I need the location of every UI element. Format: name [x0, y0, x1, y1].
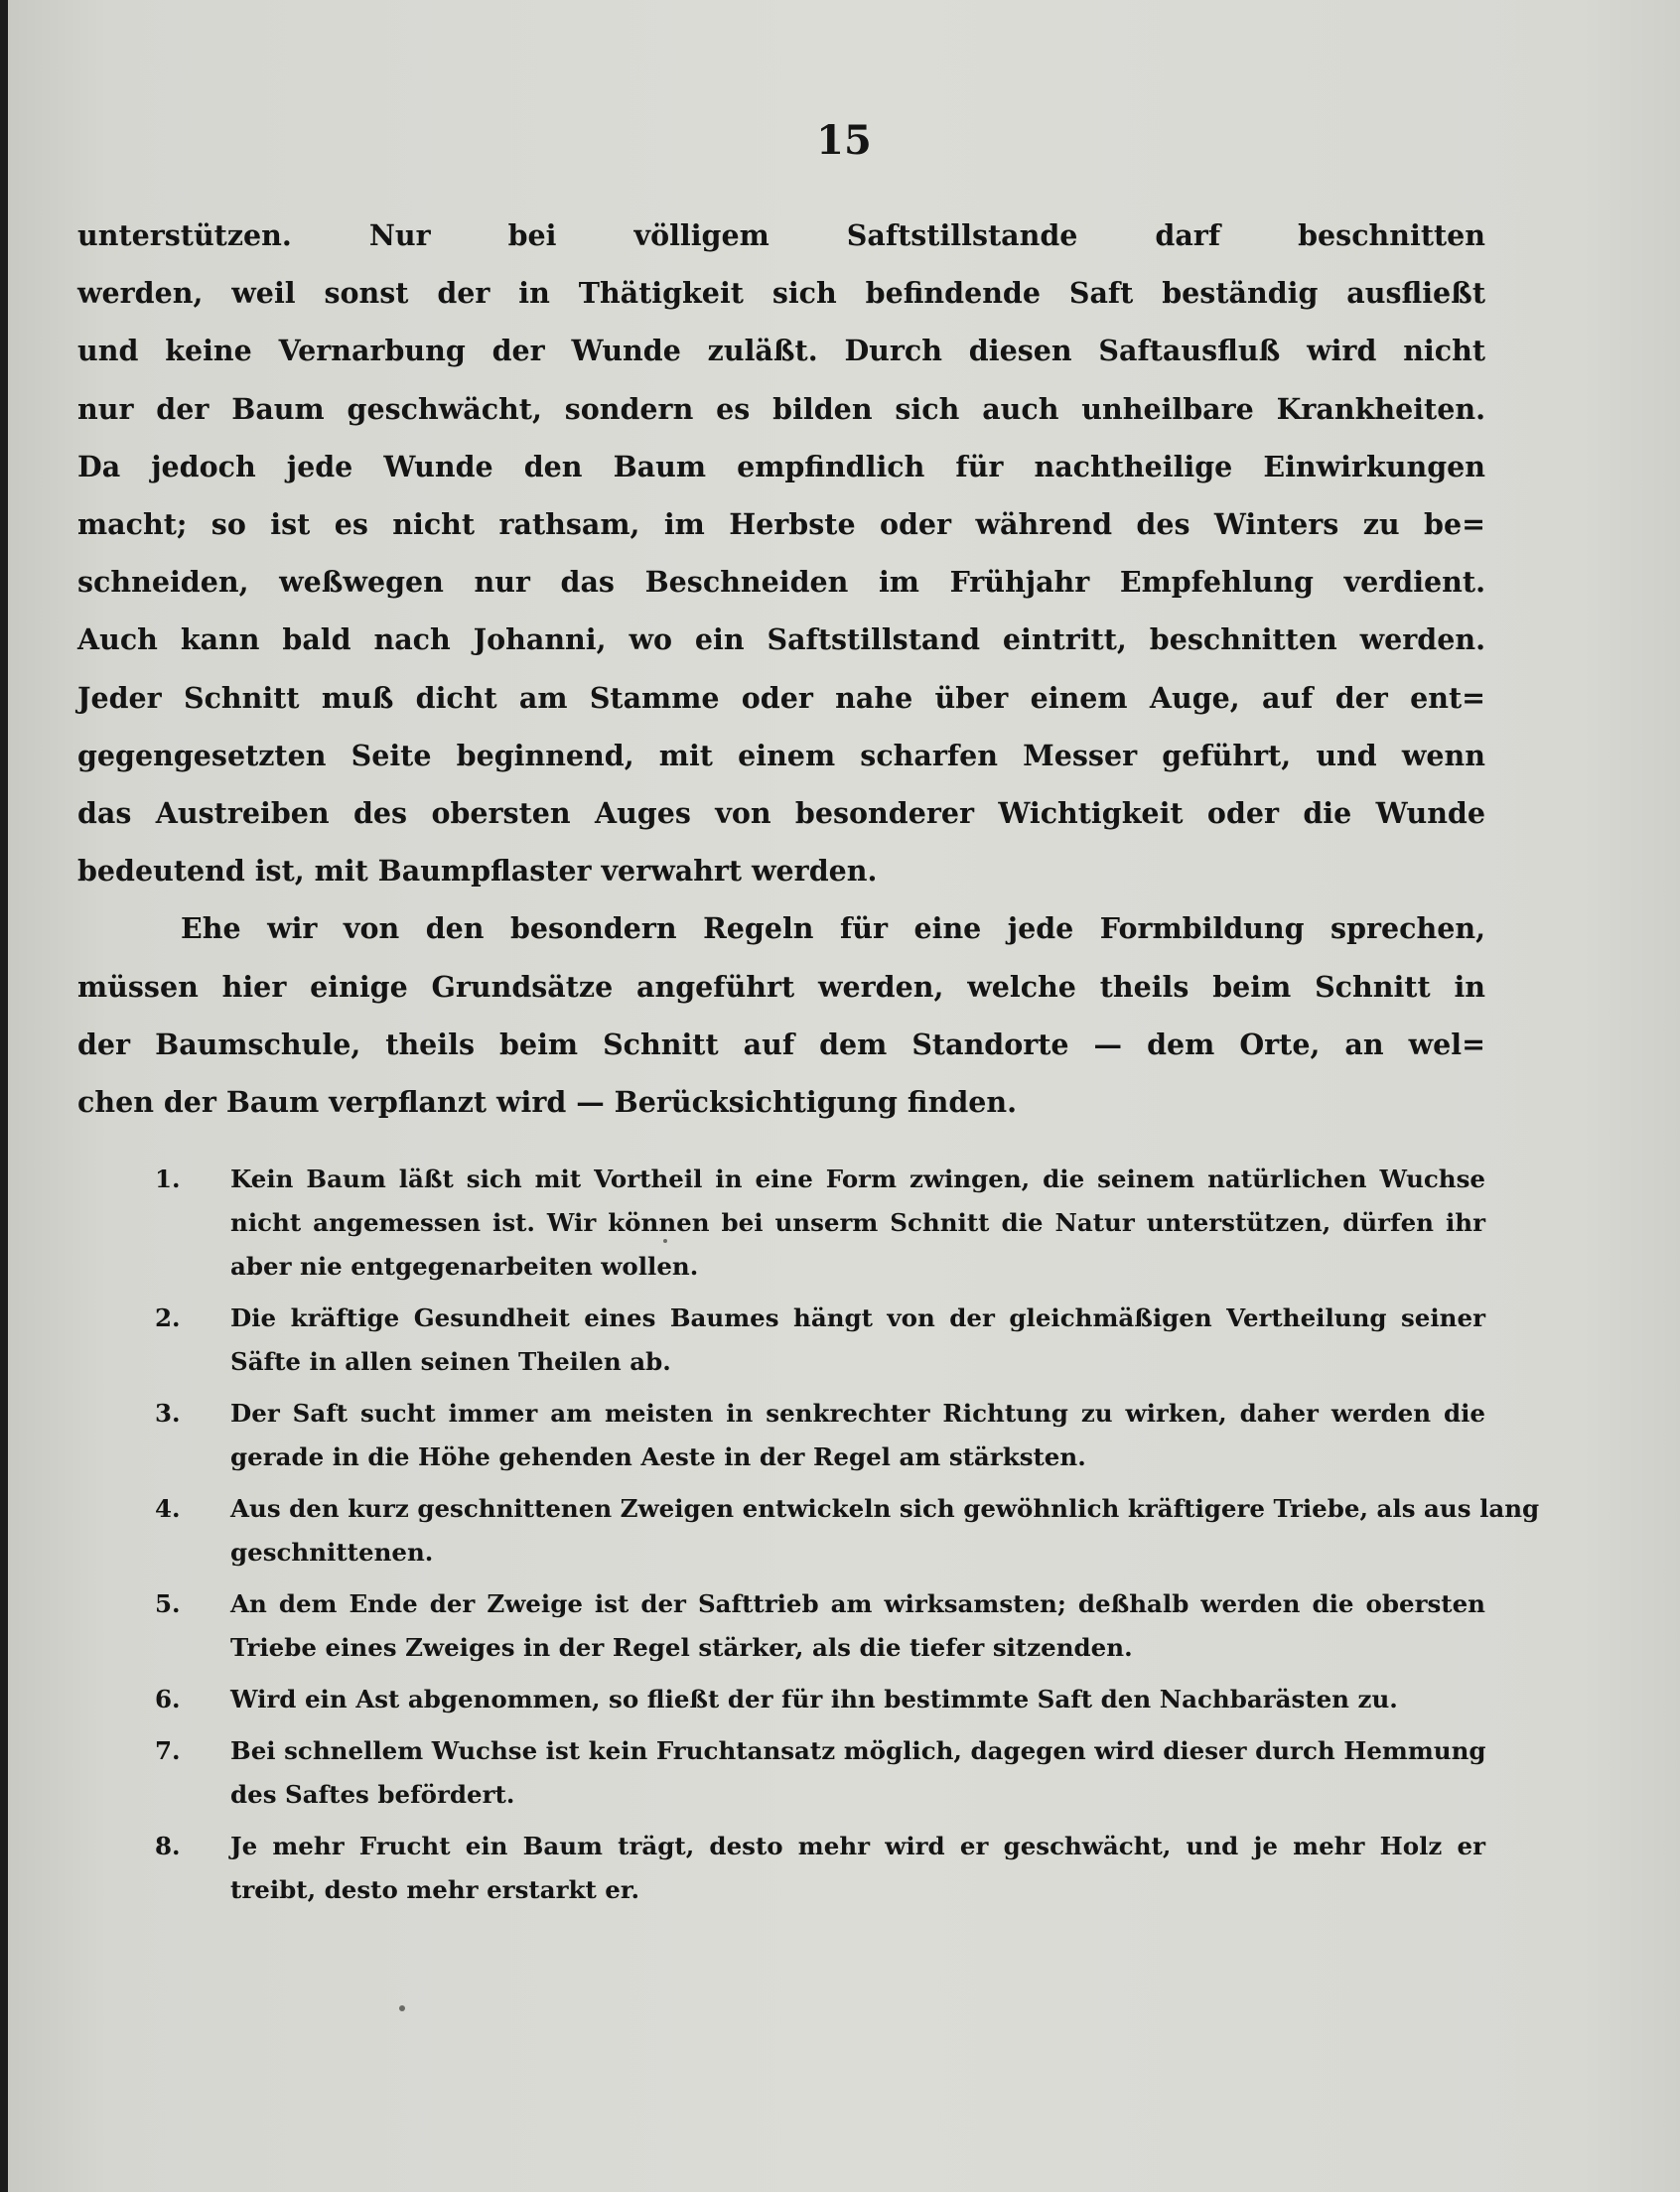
rule-line: geschnittenen. — [230, 1538, 434, 1567]
rule-number: 5. — [155, 1589, 181, 1618]
rule-number: 2. — [155, 1303, 181, 1332]
list-item — [77, 1678, 1485, 1721]
text-line: unterstützen. Nur bei völligem Saftstillstande darf beschnitten — [77, 218, 1485, 252]
text-line: Da jedoch jede Wunde den Baum empfindlich für nachtheilige Einwirkungen — [77, 449, 1485, 483]
ink-speck — [399, 2005, 405, 2011]
text-line: Auch kann bald nach Johanni, wo ein Saftstillstand eintritt, beschnitten werden. — [77, 622, 1485, 657]
paragraph-pruning-timing — [77, 206, 1485, 899]
list-item — [77, 1582, 1485, 1670]
rule-text — [230, 1825, 1485, 1912]
rule-line: Die kräftige Gesundheit eines Baumes hängt von der gleichmäßigen Vertheilung seiner — [230, 1303, 1485, 1332]
rule-line: Triebe eines Zweiges in der Regel stärker, als die tiefer sitzenden. — [230, 1633, 1133, 1662]
rule-text — [230, 1158, 1485, 1289]
ink-speck — [663, 1239, 667, 1243]
rule-line: treibt, desto mehr erstarkt er. — [230, 1875, 640, 1904]
rule-number: 3. — [155, 1399, 181, 1428]
rule-line: Kein Baum läßt sich mit Vortheil in eine Form zwingen, die seinem natürlichen Wuchse — [230, 1164, 1485, 1193]
rule-line: Der Saft sucht immer am meisten in senkrechter Richtung zu wirken, daher werden die — [230, 1399, 1485, 1428]
rule-number: 1. — [155, 1164, 181, 1193]
rule-text — [230, 1392, 1485, 1479]
rule-text — [230, 1297, 1485, 1384]
text-line: macht; so ist es nicht rathsam, im Herbste oder während des Winters zu be= — [77, 507, 1485, 542]
text-line: gegengesetzten Seite beginnend, mit einem scharfen Messer geführt, und wenn — [77, 738, 1485, 772]
text-line: schneiden, weßwegen nur das Beschneiden im Frühjahr Empfehlung verdient. — [77, 565, 1485, 600]
rule-text — [230, 1487, 1540, 1575]
body-text — [77, 206, 1540, 1904]
text-line: das Austreiben des obersten Auges von besonderer Wichtigkeit oder die Wunde — [77, 796, 1485, 831]
text-line: werden, weil sonst der in Thätigkeit sich befindende Saft beständig ausfließt — [77, 276, 1485, 311]
rule-text — [230, 1678, 1485, 1721]
paragraph-principles-intro — [77, 899, 1485, 1131]
text-line: Jeder Schnitt muß dicht am Stamme oder nahe über einem Auge, auf der ent= — [77, 680, 1485, 715]
list-item — [77, 1392, 1485, 1479]
rule-line: des Saftes befördert. — [230, 1780, 515, 1809]
rule-number: 7. — [155, 1736, 181, 1765]
text-line: der Baumschule, theils beim Schnitt auf dem Standorte — dem Orte, an wel= — [77, 1027, 1485, 1061]
rule-line: Bei schnellem Wuchse ist kein Fruchtansatz möglich, dagegen wird dieser durch Hemmung — [230, 1736, 1486, 1765]
rule-line: An dem Ende der Zweige ist der Safttrieb am wirksamsten; deßhalb werden die obersten — [230, 1589, 1485, 1618]
rule-line: nicht angemessen ist. Wir können bei unserm Schnitt die Natur unterstützen, dürfen ihr — [230, 1208, 1485, 1237]
text-line: und keine Vernarbung der Wunde zuläßt. Durch diesen Saftausfluß wird nicht — [77, 334, 1485, 368]
text-line: chen der Baum verpflanzt wird — Berücksichtigung finden. — [77, 1085, 1018, 1120]
rule-number: 8. — [155, 1832, 181, 1860]
rule-line: Aus den kurz geschnittenen Zweigen entwickeln sich gewöhnlich kräftigere Triebe, als aus lang — [230, 1494, 1540, 1523]
rule-line: Säfte in allen seinen Theilen ab. — [230, 1347, 671, 1376]
text-line: bedeutend ist, mit Baumpflaster verwahrt werden. — [77, 854, 878, 889]
list-item — [77, 1487, 1540, 1575]
list-item — [77, 1825, 1485, 1912]
list-item — [77, 1297, 1485, 1384]
list-item — [77, 1158, 1485, 1289]
page-number: 15 — [816, 117, 872, 164]
rule-line: aber nie entgegenarbeiten wollen. — [230, 1252, 699, 1281]
rule-number: 4. — [155, 1494, 181, 1523]
rule-line: Je mehr Frucht ein Baum trägt, desto mehr wird er geschwächt, und je mehr Holz er — [230, 1832, 1485, 1860]
rule-text — [230, 1729, 1485, 1817]
rule-line: gerade in die Höhe gehenden Aeste in der Regel am stärksten. — [230, 1442, 1086, 1471]
text-line: Ehe wir von den besondern Regeln für eine jede Formbildung sprechen, — [181, 911, 1485, 946]
rule-number: 6. — [155, 1685, 181, 1713]
numbered-rules-list — [77, 1158, 1540, 1920]
book-page — [8, 0, 1680, 2192]
list-item — [77, 1729, 1485, 1817]
rule-text — [230, 1582, 1485, 1670]
text-line: müssen hier einige Grundsätze angeführt werden, welche theils beim Schnitt in — [77, 969, 1485, 1004]
rule-line: Wird ein Ast abgenommen, so fließt der für ihn bestimmte Saft den Nachbarästen zu. — [230, 1685, 1398, 1713]
text-line: nur der Baum geschwächt, sondern es bilden sich auch unheilbare Krankheiten. — [77, 391, 1485, 426]
